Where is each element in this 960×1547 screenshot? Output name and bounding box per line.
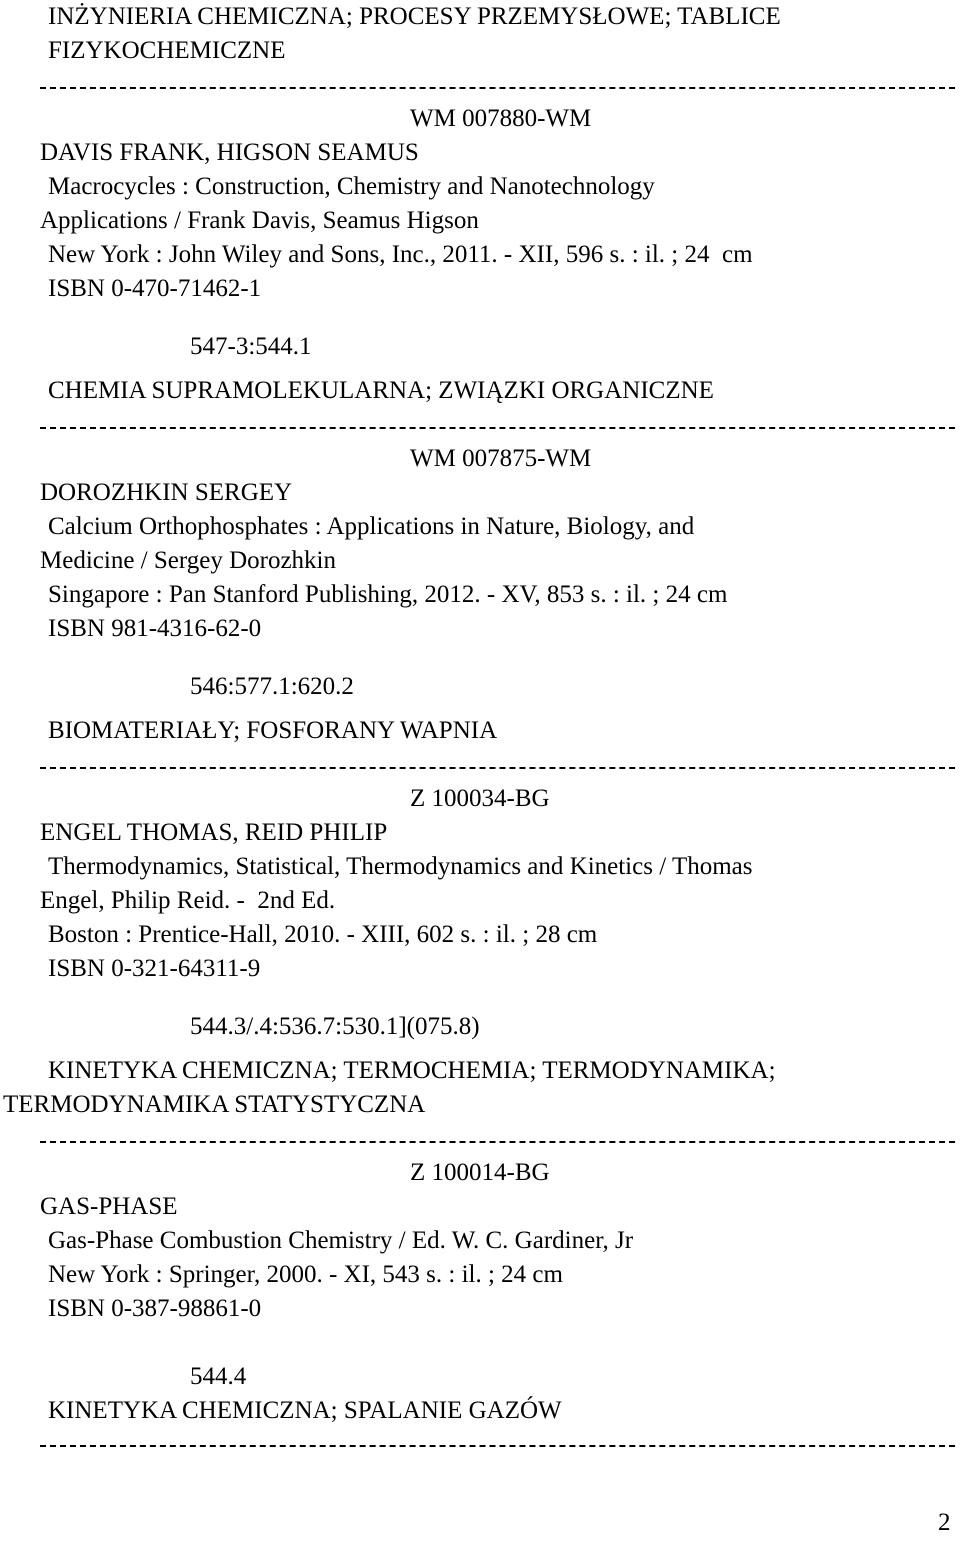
entry-id: Z 100014-BG [410,1159,550,1186]
separator [40,427,955,429]
entry-publication: New York : Springer, 2000. - XI, 543 s. : il. ; 24 cm [48,1261,563,1288]
entry-title-line2: Applications / Frank Davis, Seamus Higson [40,207,479,234]
header-subjects-line1: INŻYNIERIA CHEMICZNA; PROCESY PRZEMYSŁOWE; TABLICE [48,3,781,30]
separator [40,767,955,769]
entry-subjects-line1: CHEMIA SUPRAMOLEKULARNA; ZWIĄZKI ORGANICZNE [48,377,714,404]
entry-title-line1: Gas-Phase Combustion Chemistry / Ed. W. C. Gardiner, Jr [48,1227,634,1254]
entry-author: GAS-PHASE [40,1193,178,1220]
entry-author: DAVIS FRANK, HIGSON SEAMUS [40,139,419,166]
entry-udc: 546:577.1:620.2 [190,673,354,700]
header-subjects-line2: FIZYKOCHEMICZNE [48,37,286,64]
entry-author: DOROZHKIN SERGEY [40,479,293,506]
entry-subjects-line1: KINETYKA CHEMICZNA; SPALANIE GAZÓW [48,1397,562,1424]
entry-udc: 547-3:544.1 [190,333,312,360]
separator [40,1445,955,1447]
entry-id: WM 007880-WM [410,105,592,132]
entry-title-line2: Medicine / Sergey Dorozhkin [40,547,336,574]
entry-id: Z 100034-BG [410,785,550,812]
entry-title-line1: Macrocycles : Construction, Chemistry and Nanotechnology [48,173,655,200]
entry-publication: Boston : Prentice-Hall, 2010. - XIII, 602 s. : il. ; 28 cm [48,921,598,948]
entry-title-line1: Calcium Orthophosphates : Applications in Nature, Biology, and [48,513,695,540]
entry-udc: 544.3/.4:536.7:530.1](075.8) [190,1013,480,1040]
entry-title-line1: Thermodynamics, Statistical, Thermodynamics and Kinetics / Thomas [48,853,753,880]
entry-title-line2: Engel, Philip Reid. - 2nd Ed. [40,887,336,914]
entry-publication: New York : John Wiley and Sons, Inc., 2011. - XII, 596 s. : il. ; 24 cm [48,241,753,268]
separator [40,87,955,89]
entry-isbn: ISBN 0-321-64311-9 [48,955,261,982]
entry-isbn: ISBN 0-387-98861-0 [48,1295,262,1322]
entry-isbn: ISBN 0-470-71462-1 [48,275,262,302]
entry-udc: 544.4 [190,1363,247,1390]
entry-subjects-line1: KINETYKA CHEMICZNA; TERMOCHEMIA; TERMODYNAMIKA; [48,1057,776,1084]
entry-isbn: ISBN 981-4316-62-0 [48,615,262,642]
entry-author: ENGEL THOMAS, REID PHILIP [40,819,388,846]
entry-subjects-line2: TERMODYNAMIKA STATYSTYCZNA [3,1091,426,1118]
page-number: 2 [938,1509,951,1536]
separator [40,1141,955,1143]
entry-subjects-line1: BIOMATERIAŁY; FOSFORANY WAPNIA [48,717,498,744]
entry-publication: Singapore : Pan Stanford Publishing, 2012. - XV, 853 s. : il. ; 24 cm [48,581,728,608]
entry-id: WM 007875-WM [410,445,592,472]
